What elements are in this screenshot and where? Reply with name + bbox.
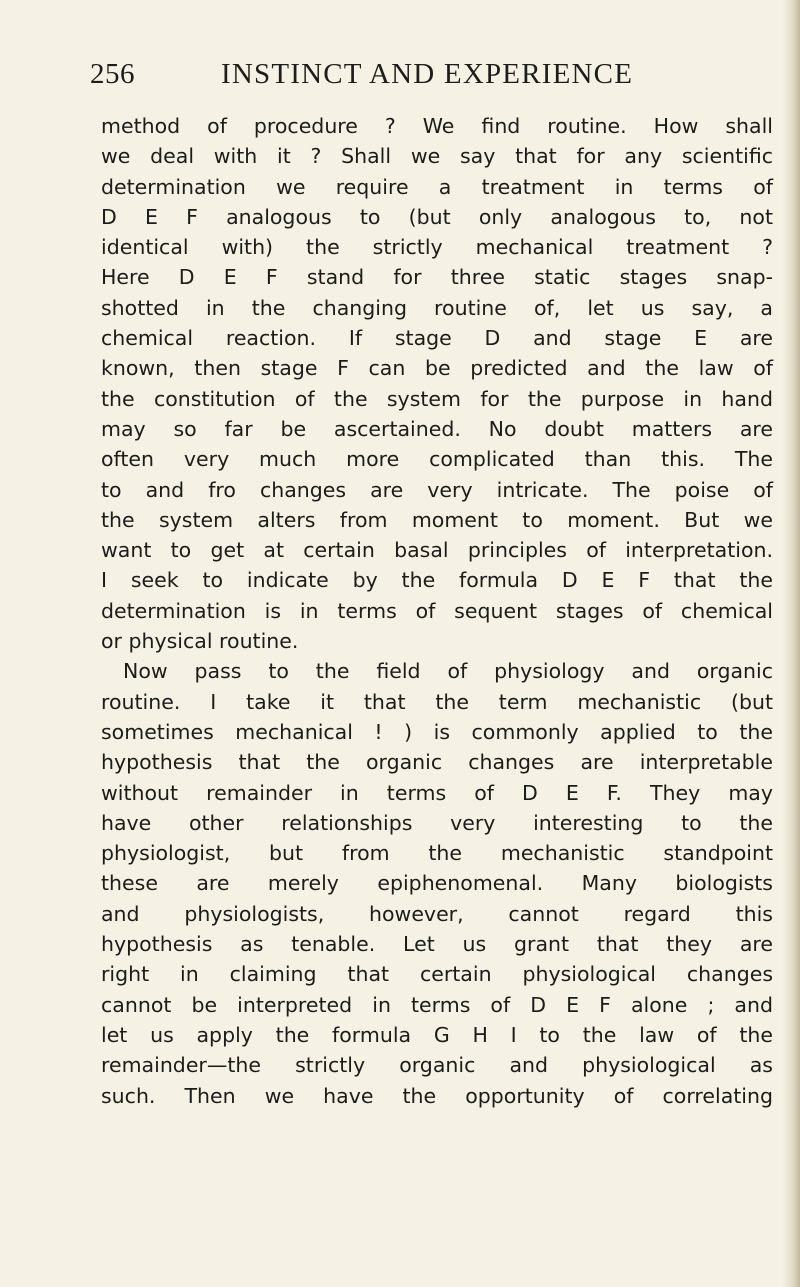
text-line: shotted in the changing routine of, let us say, a [101,295,773,320]
text-line: hypothesis as tenable. Let us grant that they are [101,932,773,957]
text-line: let us apply the formula G H I to the law of the [101,1022,773,1047]
text-line: may so far be ascertained. No doubt matters are [101,416,773,441]
text-line: remainder—the strictly organic and physiological as [101,1053,773,1078]
text-line: Here D E F stand for three static stages snap- [101,265,773,290]
running-head: INSTINCT AND EXPERIENCE [221,58,634,90]
text-line: identical with) the strictly mechanical treatment ? [101,235,773,260]
text-line: determination is in terms of sequent stages of chemical [101,598,773,623]
text-line: the system alters from moment to moment. But we [101,507,773,532]
body-text [101,111,773,1111]
text-line-paragraph-start: Now pass to the field of physiology and organic [123,659,773,684]
text-line: without remainder in terms of D E F. They may [101,780,773,805]
text-line: hypothesis that the organic changes are interpretable [101,750,773,775]
text-line: and physiologists, however, cannot regard this [101,901,773,926]
text-line: often very much more complicated than this. The [101,447,773,472]
page-number: 256 [90,58,135,90]
text-line: such. Then we have the opportunity of correlating [101,1083,773,1108]
text-line: I seek to indicate by the formula D E F that the [101,568,773,593]
text-line: these are merely epiphenomenal. Many biologists [101,871,773,896]
text-line: routine. I take it that the term mechanistic (but [101,689,773,714]
page-header [90,58,770,102]
page-edge-shadow [782,0,800,1287]
text-line: to and fro changes are very intricate. The poise of [101,477,773,502]
text-line: sometimes mechanical ! ) is commonly applied to the [101,719,773,744]
text-line-paragraph-end: or physical routine. [101,629,299,654]
text-line: known, then stage F can be predicted and the law of [101,356,773,381]
text-line: have other relationships very interesting to the [101,810,773,835]
text-line: right in claiming that certain physiological changes [101,962,773,987]
text-line: determination we require a treatment in terms of [101,174,773,199]
text-line: physiologist, but from the mechanistic standpoint [101,841,773,866]
text-line: chemical reaction. If stage D and stage E are [101,326,773,351]
text-line: method of procedure ? We find routine. How shall [101,114,773,138]
text-line: D E F analogous to (but only analogous to, not [101,204,773,229]
text-line: want to get at certain basal principles of interpretation. [101,538,773,563]
text-line: the constitution of the system for the purpose in hand [101,386,773,411]
text-line: cannot be interpreted in terms of D E F alone ; and [101,992,773,1017]
text-line: we deal with it ? Shall we say that for any scientific [101,144,773,169]
